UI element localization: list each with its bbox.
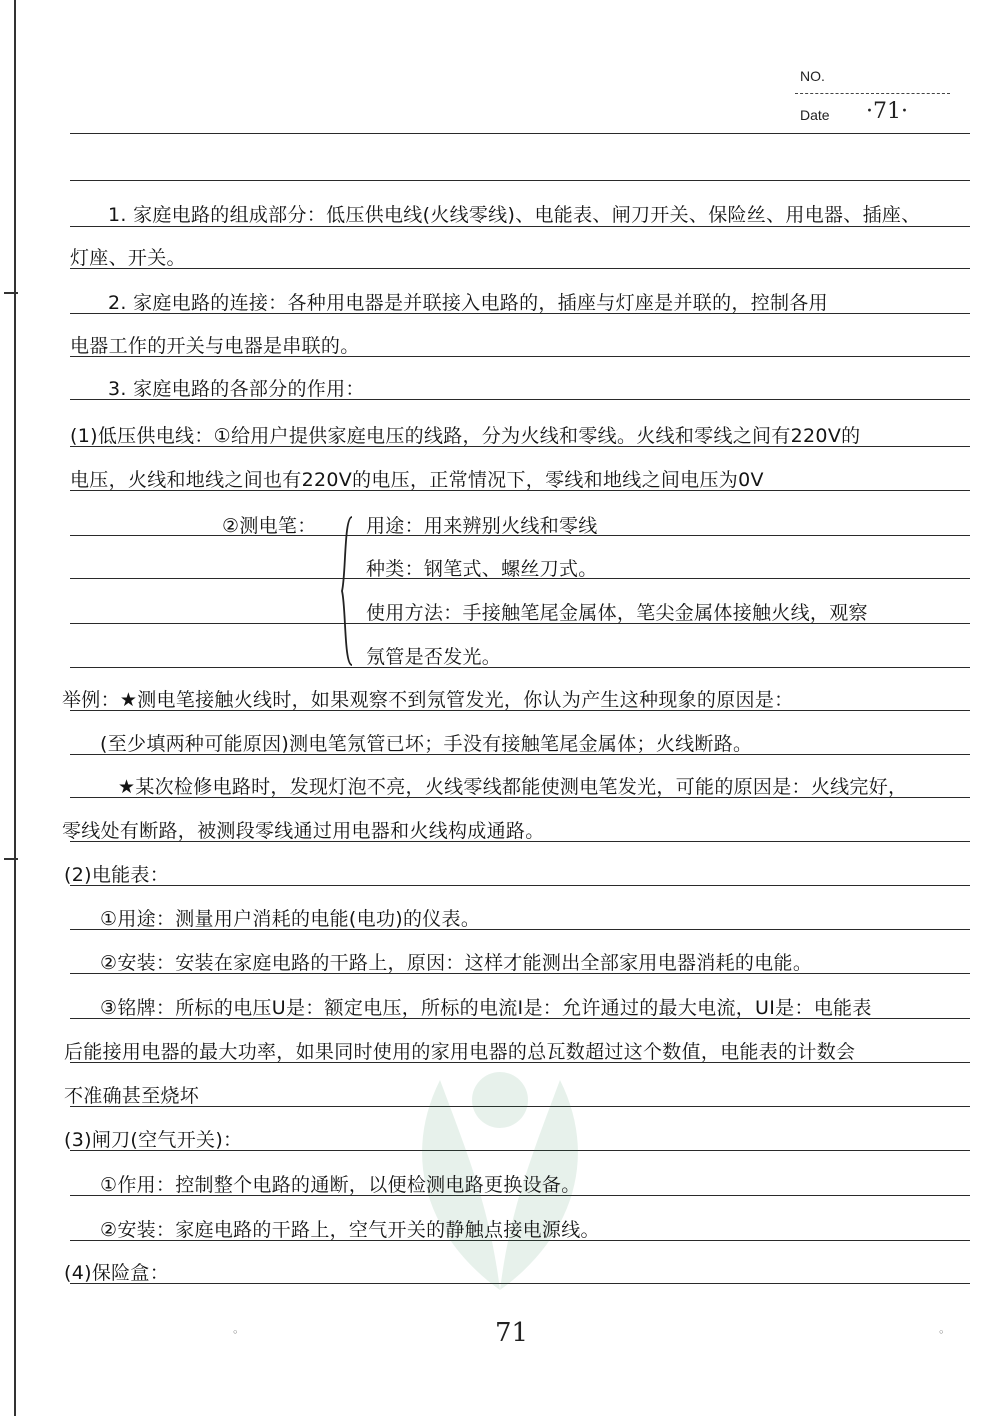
note-line-7: 电压，火线和地线之间也有220V的电压，正常情况下，零线和地线之间电压为0V (70, 469, 764, 491)
tester-pen-method: 使用方法：手接触笔尾金属体，笔尖金属体接触火线，观察 (366, 602, 868, 624)
knife-switch-install: ②安装：家庭电路的干路上，空气开关的静触点接电源线。 (100, 1219, 600, 1241)
page-number: 71 (495, 1318, 529, 1348)
tester-pen-use: 用途：用来辨别火线和零线 (366, 515, 598, 537)
header-dashed-rule (795, 93, 950, 94)
corner-mark: ◦ (232, 1326, 239, 1339)
note-line-example-1: 举例：★测电笔接触火线时，如果观察不到氖管发光，你认为产生这种现象的原因是： (62, 689, 794, 711)
ruled-line (70, 268, 970, 269)
date-value: ·71· (866, 99, 908, 124)
binding-mark (4, 292, 18, 294)
energy-meter-nameplate-cont: 后能接用电器的最大功率，如果同时使用的家用电器的总瓦数超过这个数值，电能表的计数会 (64, 1041, 856, 1063)
knife-switch-function: ①作用：控制整个电路的通断，以便检测电路更换设备。 (100, 1174, 581, 1196)
ruled-line (70, 133, 970, 134)
tester-pen-method-cont: 氖管是否发光。 (366, 646, 502, 668)
energy-meter-nameplate: ③铭牌：所标的电压U是：额定电压，所标的电流I是：允许通过的最大电流，UI是：电能表 (100, 997, 872, 1019)
energy-meter-nameplate-end: 不准确甚至烧坏 (64, 1085, 200, 1107)
energy-meter-use: ①用途：测量用户消耗的电能(电功)的仪表。 (100, 908, 481, 930)
ruled-line (70, 667, 970, 668)
ruled-line (70, 885, 970, 886)
note-line-4: 电器工作的开关与电器是串联的。 (70, 335, 360, 357)
tester-pen-types: 种类：钢笔式、螺丝刀式。 (366, 558, 598, 580)
binding-mark (4, 858, 18, 860)
note-line-1: 1. 家庭电路的组成部分：低压供电线(火线零线)、电能表、闸刀开关、保险丝、用电器、插座、 (108, 204, 921, 226)
no-label: NO. (800, 68, 825, 84)
note-line-example-2-answer: 零线处有断路，被测段零线通过用电器和火线构成通路。 (62, 820, 545, 842)
knife-switch-heading: (3)闸刀(空气开关)： (64, 1129, 243, 1151)
corner-mark: ◦ (938, 1326, 945, 1339)
energy-meter-heading: (2)电能表： (64, 864, 170, 886)
tester-pen-heading: ②测电笔： (222, 515, 317, 537)
brace-icon (340, 515, 354, 667)
fuse-box-heading: (4)保险盒： (64, 1262, 170, 1284)
energy-meter-install: ②安装：安装在家庭电路的干路上，原因：这样才能测出全部家用电器消耗的电能。 (100, 952, 813, 974)
binding-edge (14, 0, 16, 1416)
note-line-example-2: ★某次检修电路时，发现灯泡不亮，火线零线都能使测电笔发光，可能的原因是：火线完好， (118, 776, 908, 798)
note-line-3: 2. 家庭电路的连接：各种用电器是并联接入电路的，插座与灯座是并联的，控制各用 (108, 292, 828, 314)
note-line-2: 灯座、开关。 (70, 247, 186, 269)
date-label: Date (800, 107, 830, 123)
note-line-example-1-answer: (至少填两种可能原因)测电笔氖管已坏；手没有接触笔尾金属体；火线断路。 (100, 733, 753, 755)
note-line-6: (1)低压供电线：①给用户提供家庭电压的线路，分为火线和零线。火线和零线之间有220V的 (70, 425, 861, 447)
note-line-5: 3. 家庭电路的各部分的作用： (108, 378, 365, 400)
ruled-line (70, 180, 970, 181)
